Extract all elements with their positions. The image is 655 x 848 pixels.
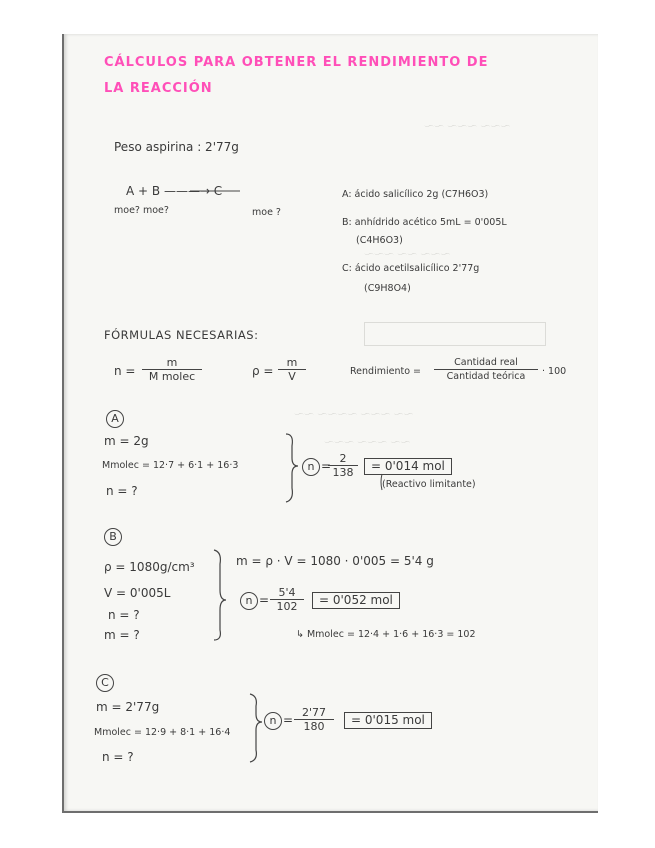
section-a-equals: = — [321, 459, 332, 473]
formula-n-denominator: M molec — [148, 370, 196, 383]
section-b-mmolec: ↳ Mmolec = 12·4 + 1·6 + 16·3 = 102 — [296, 629, 476, 640]
section-b-equals: = — [259, 593, 270, 607]
section-a-mmolec: Mmolec = 12·7 + 6·1 + 16·3 — [102, 460, 239, 471]
reactant-b: B: anhídrido acético 5mL = 0'005L — [342, 217, 507, 228]
section-b-brace — [214, 550, 226, 640]
section-c-equals: = — [283, 713, 294, 727]
note-parenthesis — [381, 474, 382, 490]
section-a-numerator: 2 — [328, 452, 358, 466]
section-b-label: B — [104, 528, 122, 546]
section-a-note: (Reactivo limitante) — [382, 479, 476, 490]
formula-rho-denominator: V — [288, 370, 296, 383]
section-b-m: m = ? — [104, 628, 140, 642]
section-b-mass-calc: m = ρ · V = 1080 · 0'005 = 5'4 g — [236, 554, 434, 568]
section-a-label: A — [106, 410, 124, 428]
section-c-mmolec: Mmolec = 12·9 + 8·1 + 16·4 — [94, 727, 231, 738]
formula-rendimiento-numerator: Cantidad real — [434, 356, 538, 370]
section-b-result-box: = 0'052 mol — [312, 592, 400, 609]
formula-n-numerator: m — [142, 356, 202, 370]
page-title-line-2: LA REACCIÓN — [104, 81, 213, 96]
section-c-denominator: 180 — [303, 720, 325, 733]
bleed-through-text: 〜〜〜 〜〜〜 〜〜 — [424, 122, 511, 133]
handwritten-strokes — [64, 34, 598, 811]
section-c-n: n = ? — [102, 750, 134, 764]
notebook-page — [62, 34, 598, 813]
formula-rendimiento-lhs: Rendimiento = — [350, 366, 421, 377]
section-b-n-circled: n — [240, 592, 258, 610]
reactant-a: A: ácido salicílico 2g (C7H6O3) — [342, 189, 489, 200]
product-c: C: ácido acetilsalicílico 2'77g — [342, 263, 480, 274]
bleed-through-text: 〜〜〜 〜〜 〜〜〜 — [364, 250, 451, 261]
peso-aspirina: Peso aspirina : 2'77g — [114, 140, 239, 154]
reaction-moles-left: moe? moe? — [114, 205, 169, 216]
section-c-mass: m = 2'77g — [96, 700, 160, 714]
bleed-through-text: 〜〜 〜〜〜 〜〜〜〜 〜〜 — [294, 410, 414, 421]
formula-rho-lhs: ρ = — [252, 364, 274, 378]
formula-rho-numerator: m — [278, 356, 306, 370]
section-a-n: n = ? — [106, 484, 138, 498]
section-c-label: C — [96, 674, 114, 692]
reaction-equation: A + B ———→ C — [126, 184, 223, 198]
section-b-numerator: 5'4 — [270, 586, 304, 600]
section-a-brace — [286, 434, 298, 502]
product-c-formula: (C9H8O4) — [364, 283, 411, 294]
section-a-result-box: = 0'014 mol — [364, 458, 452, 475]
formula-rendimiento-denominator: Cantidad teórica — [446, 371, 526, 382]
section-b-volume: V = 0'005L — [104, 586, 171, 600]
section-c-n-circled: n — [264, 712, 282, 730]
reactant-b-formula: (C4H6O3) — [356, 235, 403, 246]
section-b-denominator: 102 — [276, 600, 298, 613]
page-title-line-1: CÁLCULOS PARA OBTENER EL RENDIMIENTO DE — [104, 55, 489, 70]
formula-rendimiento-tail: · 100 — [542, 366, 567, 377]
section-a-denominator: 138 — [332, 466, 354, 479]
reaction-moles-right: moe ? — [252, 207, 281, 218]
section-a-mass: m = 2g — [104, 434, 149, 448]
section-c-brace — [250, 694, 262, 762]
formulas-heading: FÓRMULAS NECESARIAS: — [104, 328, 259, 342]
section-b-density: ρ = 1080g/cm³ — [104, 560, 195, 574]
bleed-through-text: 〜〜 〜〜〜 〜〜〜 — [324, 438, 411, 449]
section-c-result-box: = 0'015 mol — [344, 712, 432, 729]
formula-n-lhs: n = — [114, 364, 136, 378]
section-b-n: n = ? — [108, 608, 140, 622]
section-c-numerator: 2'77 — [294, 706, 334, 720]
section-a-n-circled: n — [302, 458, 320, 476]
